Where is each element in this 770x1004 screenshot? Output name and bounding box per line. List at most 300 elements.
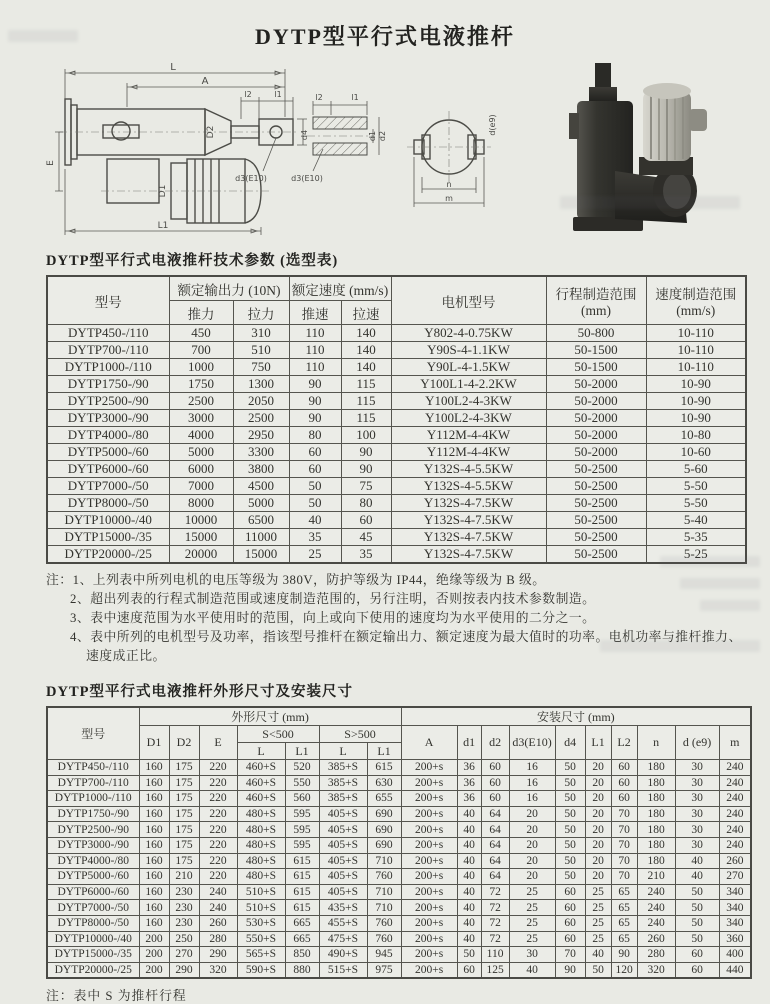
value-cell: 45 — [341, 529, 391, 546]
value-cell: 210 — [637, 869, 675, 885]
value-cell: 400 — [719, 947, 751, 963]
value-cell: 200+s — [401, 962, 457, 978]
detail-l2-label: l2 — [315, 93, 323, 102]
value-cell: 560 — [285, 791, 319, 807]
col-n: n — [637, 726, 675, 760]
value-cell: 690 — [367, 806, 401, 822]
value-cell: 320 — [199, 962, 237, 978]
value-cell: 550+S — [237, 931, 285, 947]
value-cell: 50-2000 — [546, 410, 646, 427]
value-cell: 160 — [139, 822, 169, 838]
value-cell: 72 — [481, 884, 509, 900]
value-cell: 760 — [367, 869, 401, 885]
col-rated-speed: 额定速度 (mm/s) — [289, 276, 391, 301]
value-cell: 110 — [481, 947, 509, 963]
value-cell: 30 — [675, 775, 719, 791]
value-cell: 260 — [719, 853, 751, 869]
value-cell: 690 — [367, 822, 401, 838]
value-cell: 140 — [341, 342, 391, 359]
model-cell: DYTP20000-/25 — [47, 962, 139, 978]
col-pull-speed: 拉速 — [341, 301, 391, 325]
col-d1: d1 — [457, 726, 481, 760]
product-photo — [550, 61, 760, 241]
value-cell: 40 — [675, 853, 719, 869]
col-D1: D1 — [139, 726, 169, 760]
value-cell: 40 — [457, 837, 481, 853]
value-cell: Y100L2-4-3KW — [391, 410, 546, 427]
value-cell: 4500 — [233, 478, 289, 495]
value-cell: 20 — [509, 837, 555, 853]
trunnion-m-label: m — [445, 194, 453, 203]
value-cell: 3300 — [233, 444, 289, 461]
value-cell: 615 — [285, 900, 319, 916]
col-push-force: 推力 — [169, 301, 233, 325]
value-cell: Y132S-4-7.5KW — [391, 529, 546, 546]
model-cell: DYTP7000-/50 — [47, 478, 169, 495]
value-cell: 290 — [169, 962, 199, 978]
value-cell: 65 — [611, 931, 637, 947]
value-cell: 5-50 — [646, 478, 746, 495]
table-row — [47, 359, 746, 376]
table-row — [47, 444, 746, 461]
value-cell: 310 — [233, 325, 289, 342]
value-cell: 595 — [285, 806, 319, 822]
value-cell: 40 — [457, 931, 481, 947]
value-cell: 460+S — [237, 760, 285, 776]
model-cell: DYTP20000-/25 — [47, 546, 169, 564]
value-cell: 40 — [457, 884, 481, 900]
value-cell: 520 — [285, 760, 319, 776]
value-cell: 8000 — [169, 495, 233, 512]
value-cell: 4000 — [169, 427, 233, 444]
col-motor: 电机型号 — [391, 276, 546, 325]
col-outline-group: 外形尺寸 (mm) — [139, 707, 401, 726]
value-cell: 710 — [367, 900, 401, 916]
value-cell: 250 — [169, 931, 199, 947]
value-cell: 50-1500 — [546, 342, 646, 359]
value-cell: 40 — [675, 869, 719, 885]
value-cell: 70 — [611, 822, 637, 838]
value-cell: Y100L2-4-3KW — [391, 393, 546, 410]
value-cell: 50-2000 — [546, 376, 646, 393]
value-cell: 240 — [637, 900, 675, 916]
value-cell: 240 — [719, 822, 751, 838]
value-cell: 690 — [367, 837, 401, 853]
value-cell: 50 — [289, 495, 341, 512]
value-cell: 65 — [611, 884, 637, 900]
value-cell: 30 — [675, 806, 719, 822]
value-cell: Y132S-4-7.5KW — [391, 546, 546, 564]
value-cell: 710 — [367, 884, 401, 900]
table-row — [47, 546, 746, 564]
value-cell: 16 — [509, 791, 555, 807]
value-cell: 20 — [585, 837, 611, 853]
value-cell: 60 — [611, 775, 637, 791]
value-cell: 115 — [341, 376, 391, 393]
value-cell: 240 — [637, 915, 675, 931]
dim-d3-label: d3(E10) — [235, 174, 267, 183]
value-cell: 50 — [555, 791, 585, 807]
value-cell: 40 — [457, 900, 481, 916]
value-cell: 5000 — [169, 444, 233, 461]
col-d4: d4 — [555, 726, 585, 760]
value-cell: 290 — [199, 947, 237, 963]
value-cell: 64 — [481, 853, 509, 869]
table-row — [47, 837, 751, 853]
value-cell: 50 — [675, 915, 719, 931]
model-cell: DYTP15000-/35 — [47, 529, 169, 546]
value-cell: 200+s — [401, 869, 457, 885]
value-cell: 40 — [457, 915, 481, 931]
table-row — [47, 512, 746, 529]
col-d3: d3(E10) — [509, 726, 555, 760]
value-cell: 5-60 — [646, 461, 746, 478]
value-cell: 480+S — [237, 837, 285, 853]
value-cell: 15000 — [169, 529, 233, 546]
value-cell: Y90S-4-1.1KW — [391, 342, 546, 359]
table-row — [47, 853, 751, 869]
model-cell: DYTP10000-/40 — [47, 931, 139, 947]
value-cell: 40 — [509, 962, 555, 978]
col-A: A — [401, 726, 457, 760]
value-cell: 50-2500 — [546, 461, 646, 478]
value-cell: 6000 — [169, 461, 233, 478]
value-cell: 110 — [289, 359, 341, 376]
value-cell: 175 — [169, 760, 199, 776]
value-cell: 480+S — [237, 822, 285, 838]
table-row — [47, 869, 751, 885]
value-cell: 200+s — [401, 822, 457, 838]
value-cell: 880 — [285, 962, 319, 978]
col-L-gt: L — [319, 743, 367, 760]
value-cell: 50 — [555, 806, 585, 822]
value-cell: Y132S-4-5.5KW — [391, 478, 546, 495]
value-cell: 595 — [285, 837, 319, 853]
model-cell: DYTP1000-/110 — [47, 791, 139, 807]
value-cell: 175 — [169, 837, 199, 853]
value-cell: Y112M-4-4KW — [391, 444, 546, 461]
value-cell: 36 — [457, 775, 481, 791]
value-cell: 405+S — [319, 822, 367, 838]
table-row — [47, 461, 746, 478]
table-row — [47, 962, 751, 978]
value-cell: 200 — [139, 931, 169, 947]
value-cell: 115 — [341, 393, 391, 410]
value-cell: 140 — [341, 359, 391, 376]
value-cell: 510+S — [237, 900, 285, 916]
value-cell: 2950 — [233, 427, 289, 444]
model-cell: DYTP4000-/80 — [47, 853, 139, 869]
value-cell: 70 — [611, 853, 637, 869]
value-cell: 30 — [675, 822, 719, 838]
value-cell: 60 — [555, 884, 585, 900]
value-cell: 25 — [509, 915, 555, 931]
model-cell: DYTP7000-/50 — [47, 900, 139, 916]
dim-d4-label: d4 — [300, 129, 309, 141]
value-cell: 7000 — [169, 478, 233, 495]
value-cell: 175 — [169, 791, 199, 807]
dim-D2-label: D2 — [206, 125, 216, 139]
value-cell: 10-110 — [646, 325, 746, 342]
dim-l1-label: l1 — [274, 90, 282, 99]
value-cell: 655 — [367, 791, 401, 807]
value-cell: 5-40 — [646, 512, 746, 529]
value-cell: 30 — [509, 947, 555, 963]
value-cell: 480+S — [237, 806, 285, 822]
value-cell: 60 — [341, 512, 391, 529]
value-cell: 5000 — [233, 495, 289, 512]
col-m: m — [719, 726, 751, 760]
value-cell: 710 — [367, 853, 401, 869]
value-cell: 475+S — [319, 931, 367, 947]
value-cell: 850 — [285, 947, 319, 963]
value-cell: 230 — [169, 915, 199, 931]
model-cell: DYTP1000-/110 — [47, 359, 169, 376]
value-cell: 240 — [719, 760, 751, 776]
value-cell: 20 — [585, 760, 611, 776]
value-cell: 36 — [457, 760, 481, 776]
value-cell: 220 — [199, 775, 237, 791]
value-cell: 565+S — [237, 947, 285, 963]
value-cell: 10-110 — [646, 359, 746, 376]
value-cell: 200+s — [401, 853, 457, 869]
col-d2: d2 — [481, 726, 509, 760]
value-cell: 270 — [169, 947, 199, 963]
value-cell: 30 — [675, 791, 719, 807]
value-cell: 50-1500 — [546, 359, 646, 376]
value-cell: 25 — [509, 900, 555, 916]
value-cell: 50 — [555, 822, 585, 838]
dim-L1-label: L1 — [157, 221, 169, 231]
value-cell: 280 — [637, 947, 675, 963]
note-line: 速度成正比。 — [86, 649, 166, 663]
value-cell: 260 — [199, 915, 237, 931]
value-cell: 20 — [509, 869, 555, 885]
value-cell: 340 — [719, 915, 751, 931]
value-cell: 480+S — [237, 853, 285, 869]
value-cell: 340 — [719, 900, 751, 916]
value-cell: 50-2500 — [546, 529, 646, 546]
value-cell: 360 — [719, 931, 751, 947]
model-cell: DYTP3000-/90 — [47, 837, 139, 853]
value-cell: 230 — [169, 884, 199, 900]
value-cell: 455+S — [319, 915, 367, 931]
value-cell: 405+S — [319, 853, 367, 869]
value-cell: Y132S-4-7.5KW — [391, 495, 546, 512]
value-cell: 50-2000 — [546, 427, 646, 444]
value-cell: 2050 — [233, 393, 289, 410]
value-cell: 90 — [555, 962, 585, 978]
model-cell: DYTP6000-/60 — [47, 884, 139, 900]
model-cell: DYTP8000-/50 — [47, 495, 169, 512]
value-cell: 50 — [555, 837, 585, 853]
value-cell: 50-2500 — [546, 495, 646, 512]
value-cell: 200+s — [401, 900, 457, 916]
value-cell: 200+s — [401, 791, 457, 807]
value-cell: 125 — [481, 962, 509, 978]
value-cell: 590+S — [237, 962, 285, 978]
value-cell: 70 — [611, 869, 637, 885]
value-cell: 50-2000 — [546, 393, 646, 410]
value-cell: 200+s — [401, 884, 457, 900]
detail-d1-label: d1 — [368, 130, 377, 142]
value-cell: 490+S — [319, 947, 367, 963]
detail-d2-label: d2 — [378, 130, 387, 142]
note-line: 2、超出列表的行程式制造范围或速度制造范围的，另行注明，否则按表内技术参数制造。 — [70, 592, 596, 606]
value-cell: 35 — [289, 529, 341, 546]
value-cell: 120 — [611, 962, 637, 978]
value-cell: 160 — [139, 900, 169, 916]
value-cell: 60 — [611, 791, 637, 807]
value-cell: 1300 — [233, 376, 289, 393]
value-cell: 200+s — [401, 806, 457, 822]
table-row — [47, 775, 751, 791]
value-cell: 530+S — [237, 915, 285, 931]
value-cell: 240 — [199, 900, 237, 916]
value-cell: 75 — [341, 478, 391, 495]
value-cell: 40 — [585, 947, 611, 963]
value-cell: 50-2000 — [546, 444, 646, 461]
value-cell: 60 — [481, 791, 509, 807]
value-cell: 200 — [139, 947, 169, 963]
value-cell: 50 — [585, 962, 611, 978]
value-cell: 180 — [637, 791, 675, 807]
model-cell: DYTP6000-/60 — [47, 461, 169, 478]
value-cell: 405+S — [319, 884, 367, 900]
value-cell: 30 — [675, 760, 719, 776]
value-cell: 50 — [555, 853, 585, 869]
value-cell: 240 — [637, 884, 675, 900]
value-cell: 50 — [457, 947, 481, 963]
value-cell: 615 — [285, 884, 319, 900]
col-install-group: 安装尺寸 (mm) — [401, 707, 751, 726]
value-cell: 64 — [481, 869, 509, 885]
value-cell: 90 — [289, 410, 341, 427]
value-cell: 3800 — [233, 461, 289, 478]
value-cell: 40 — [457, 822, 481, 838]
value-cell: 180 — [637, 853, 675, 869]
value-cell: 20 — [585, 853, 611, 869]
value-cell: 180 — [637, 806, 675, 822]
col-L1-gt: L1 — [367, 743, 401, 760]
table-row — [47, 884, 751, 900]
value-cell: 220 — [199, 837, 237, 853]
value-cell: 25 — [585, 884, 611, 900]
value-cell: 180 — [637, 837, 675, 853]
value-cell: 50 — [555, 869, 585, 885]
value-cell: 280 — [199, 931, 237, 947]
value-cell: 230 — [169, 900, 199, 916]
value-cell: 405+S — [319, 806, 367, 822]
value-cell: 60 — [611, 760, 637, 776]
value-cell: 435+S — [319, 900, 367, 916]
value-cell: 180 — [637, 760, 675, 776]
value-cell: 35 — [341, 546, 391, 564]
model-cell: DYTP5000-/60 — [47, 869, 139, 885]
value-cell: 340 — [719, 884, 751, 900]
value-cell: 160 — [139, 915, 169, 931]
col-L1: L1 — [585, 726, 611, 760]
col-rated-force: 额定输出力 (10N) — [169, 276, 289, 301]
value-cell: 200+s — [401, 775, 457, 791]
value-cell: 405+S — [319, 837, 367, 853]
value-cell: 50 — [555, 775, 585, 791]
value-cell: 64 — [481, 822, 509, 838]
value-cell: 240 — [719, 837, 751, 853]
value-cell: 405+S — [319, 869, 367, 885]
value-cell: 50-2500 — [546, 546, 646, 564]
value-cell: 40 — [457, 869, 481, 885]
model-cell: DYTP4000-/80 — [47, 427, 169, 444]
value-cell: 440 — [719, 962, 751, 978]
trunnion-n-label: n — [446, 180, 452, 189]
value-cell: 60 — [555, 900, 585, 916]
value-cell: 20 — [585, 791, 611, 807]
value-cell: 2500 — [233, 410, 289, 427]
value-cell: 1000 — [169, 359, 233, 376]
value-cell: 450 — [169, 325, 233, 342]
value-cell: 5-25 — [646, 546, 746, 564]
dim-E-label: E — [46, 160, 56, 166]
table-row — [47, 393, 746, 410]
value-cell: 200+s — [401, 947, 457, 963]
dim-L-label: L — [170, 62, 176, 73]
value-cell: 615 — [285, 869, 319, 885]
value-cell: 945 — [367, 947, 401, 963]
value-cell: 175 — [169, 822, 199, 838]
value-cell: Y802-4-0.75KW — [391, 325, 546, 342]
value-cell: 615 — [285, 853, 319, 869]
value-cell: 40 — [457, 853, 481, 869]
value-cell: 550 — [285, 775, 319, 791]
value-cell: 760 — [367, 915, 401, 931]
value-cell: 5-35 — [646, 529, 746, 546]
note-line: 3、表中速度范围为水平使用时的范围，向上或向下使用的速度均为水平使用的二分之一。 — [70, 611, 596, 625]
value-cell: 160 — [139, 775, 169, 791]
page-title: DYTP型平行式电液推杆 — [255, 24, 515, 49]
value-cell: 60 — [457, 962, 481, 978]
value-cell: 160 — [139, 806, 169, 822]
value-cell: 220 — [199, 806, 237, 822]
value-cell: 60 — [289, 461, 341, 478]
model-cell: DYTP450-/110 — [47, 325, 169, 342]
value-cell: 240 — [719, 791, 751, 807]
value-cell: 510 — [233, 342, 289, 359]
specs-table — [46, 275, 747, 564]
table-row — [47, 410, 746, 427]
table-row — [47, 478, 746, 495]
value-cell: 20 — [509, 806, 555, 822]
value-cell: 180 — [637, 822, 675, 838]
value-cell: 200+s — [401, 760, 457, 776]
value-cell: 50 — [555, 760, 585, 776]
model-cell: DYTP10000-/40 — [47, 512, 169, 529]
value-cell: 60 — [555, 915, 585, 931]
value-cell: 200+s — [401, 837, 457, 853]
col-D2: D2 — [169, 726, 199, 760]
value-cell: 2500 — [169, 393, 233, 410]
value-cell: 11000 — [233, 529, 289, 546]
value-cell: 50-2500 — [546, 512, 646, 529]
col-s-gt-500: S>500 — [319, 726, 401, 743]
value-cell: 220 — [199, 791, 237, 807]
value-cell: 90 — [289, 393, 341, 410]
value-cell: 100 — [341, 427, 391, 444]
value-cell: 160 — [139, 884, 169, 900]
value-cell: 6500 — [233, 512, 289, 529]
value-cell: 65 — [611, 915, 637, 931]
table-row — [47, 806, 751, 822]
